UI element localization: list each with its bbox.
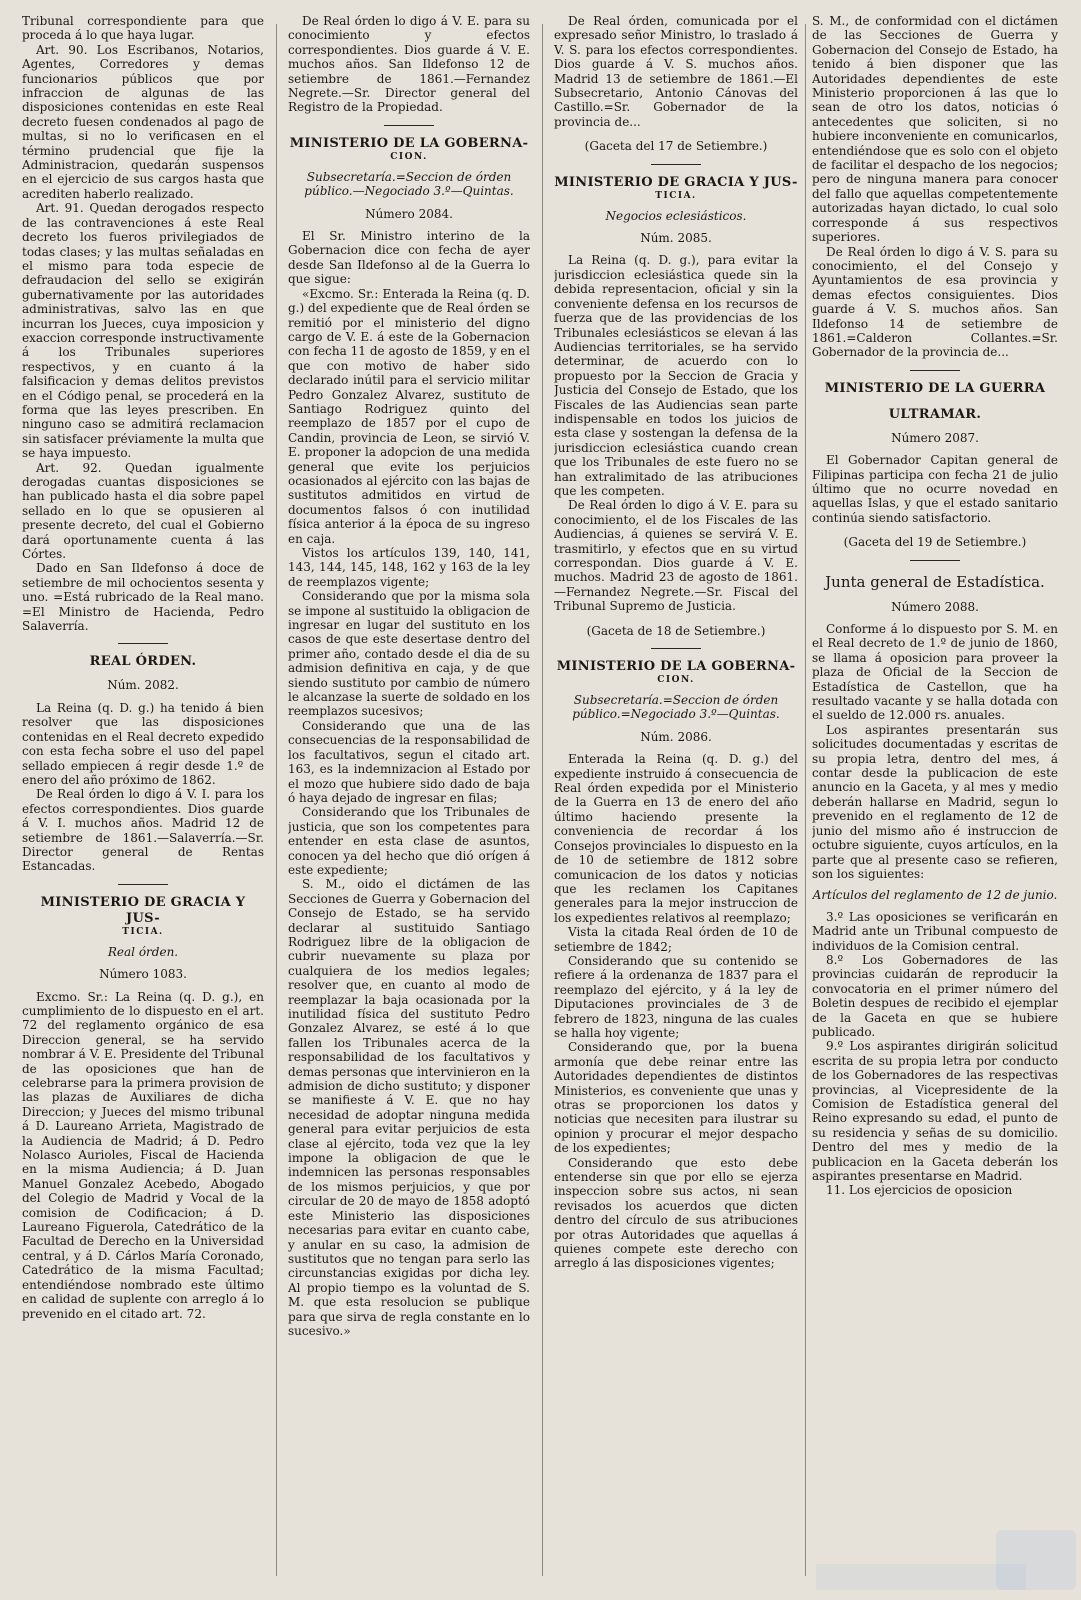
article-paragraph: 3.º Las oposiciones se verificarán en Madrid ante un Tribunal compuesto de individuos de la Comision central.	[812, 909, 1058, 953]
article-paragraph: De Real órden lo digo á V. S. para su conocimiento, el del Consejo y Ayuntamientos de esa provincia y demas efectos consiguientes. Dios guarde á V. S. muchos años. San Ildefonso 14 de setiembre de 1861.=Calderon Collantes.=Sr. Gobernador de la provincia de...	[812, 244, 1058, 360]
item-number: Número 1083.	[99, 967, 187, 982]
section-heading	[22, 654, 264, 670]
section-heading-text: MINISTERIO DE GRACIA Y JUS-	[554, 174, 798, 190]
article-paragraph: De Real órden lo digo á V. I. para los efectos correspondientes. Dios guarde á V. I. muchos años. Madrid 12 de setiembre de 1861.—Salaverría.—Sr. Director general de Rentas Estancadas.	[22, 787, 264, 874]
gaceta-reference: (Gaceta de 18 de Setiembre.)	[586, 623, 766, 638]
section-subtitle: Subsecretaría.=Seccion de órden público.=Negociado 3.º—Quintas.	[572, 693, 780, 722]
item-number: Núm. 2082.	[107, 678, 179, 693]
column-1	[22, 14, 264, 1582]
article-paragraph: Considerando que por la misma sola se impone al sustituido la obligacion de ingresar en lugar del sustituto en los casos de que este desertase dentro del primer año, contado desde el dia de su admision definitiva en caja, y de que siendo sustituto por cambio de número le alcanzase la suerte de soldado en los reemplazos sucesivos;	[288, 589, 530, 719]
article-paragraph: Los aspirantes presentarán sus solicitudes documentadas y escritas de su propia letra, dentro del mes, á contar desde la publicacion de este anuncio en la Gaceta, y al mes y medio deberán hallarse en Madrid, segun lo prevenido en el reglamento de 12 de junio del mismo año é instruccion de octubre siguiente, cuyos artículos, en la parte que al presente caso se refieren, son los siguientes:	[812, 722, 1058, 881]
item-number: Número 2084.	[365, 206, 453, 221]
section-heading	[22, 895, 264, 938]
article-paragraph: El Gobernador Capitan general de Filipinas participa con fecha 21 de julio último que no ocurre novedad en aquellas Islas, y que el estado sanitario continúa siendo satisfactorio.	[812, 453, 1058, 525]
section-heading	[554, 175, 798, 202]
article-paragraph: La Reina (q. D. g.), para evitar la jurisdiccion eclesiástica quede sin la debida representacion, oficial y sin la conveniente defensa en los recursos de fuerza que de las providencias de los Tribunales eclesiásticos se elevan á las Audiencias territoriales, se ha servido determinar, de acuerdo con lo propuesto por la Seccion de Gracia y Justicia del Consejo de Estado, que los Fiscales de las Audiencias sean parte indispensable en todos los juicios de esta clase y sostengan la defensa de la jurisdiccion eclesiástica cuando crean que los Tribunales de este fuero no se han extralimitado de las atribuciones que les competen.	[554, 253, 798, 498]
article-paragraph: Dado en San Ildefonso á doce de setiembre de mil ochocientos sesenta y uno. =Está rubricado de la Real mano. =El Ministro de Hacienda, Pedro Salaverría.	[22, 561, 264, 634]
article-paragraph: «Excmo. Sr.: Enterada la Reina (q. D. g.) del expediente que de Real órden se remitió por el ministerio del digno cargo de V. E. á este de la Gobernacion con fecha 11 de agosto de 1859, y en el que con motivo de haber sido declarado inútil para el servicio militar Pedro Gonzalez Alvarez, sustituto de Santiago Rodriguez quinto del reemplazo de 1857 por el cupo de Candin, provincia de Leon, se sirvió V. E. proponer la adopcion de una medida general que evite los perjuicios ocasionados al ejército con las bajas de sustitutos admitidos en virtud de documentos falsos ó con inutilidad física anterior á la época de su ingreso en caja.	[288, 286, 530, 546]
article-paragraph: Conforme á lo dispuesto por S. M. en el Real decreto de 1.º de junio de 1860, se llama á oposicion para proveer la plaza de Oficial de la Seccion de Estadística de Castellon, que ha resultado vacante y se halla dotada con el sueldo de 12.000 rs. anuales.	[812, 622, 1058, 723]
section-divider	[910, 370, 960, 371]
gaceta-reference: (Gaceta del 17 de Setiembre.)	[584, 139, 768, 154]
section-divider	[910, 560, 960, 561]
section-divider	[651, 164, 701, 165]
article-paragraph: De Real órden lo digo á V. E. para su conocimiento y efectos correspondientes. Dios guarde á V. E. muchos años. San Ildefonso 12 de setiembre de 1861.—Fernandez Negrete.—Sr. Director general del Registro de la Propiedad.	[288, 14, 530, 115]
section-subtitle: Subsecretaría.=Seccion de órden público.—Negociado 3.º—Quintas.	[304, 169, 514, 199]
article-paragraph: 8.º Los Gobernadores de las provincias cuidarán de reproducir la convocatoria en el primer número del Boletin despues de recibido el ejemplar de la Gaceta en que se hubiere publicado.	[812, 952, 1058, 1039]
section-heading-text: ULTRAMAR.	[888, 406, 982, 422]
section-heading-continuation: CION.	[390, 151, 428, 162]
article-paragraph: Tribunal correspondiente para que proceda á lo que haya lugar.	[22, 14, 264, 43]
article-paragraph: S. M., oido el dictámen de las Secciones de Guerra y Gobernacion del Consejo de Estado, se ha servido declarar al sustituido Santiago Rodriguez libre de la obligacion de cubrir nuevamente su plaza por cualquiera de los medios legales; resolver que, en cuanto al modo de reemplazar la baja ocasionada por la inutilidad física del sustituto Pedro Gonzalez Alvarez, se esté á lo que fallen los Tribunales acerca de la responsabilidad de los facultativos y demas personas que intervinieron en la admision de dicho sustituto; y disponer se manifieste á V. E. que no hay necesidad de adoptar ninguna medida general para evitar perjuicios de esta clase al ejército, toda vez que la ley impone la obligacion de que le indemnicen las personas responsables de los mismos perjuicios, y que por circular de 20 de mayo de 1858 adoptó este Ministerio las disposiciones necesarias para evitar en cuanto cabe, y anular en su caso, la admision de sustitutos que no tengan para serlo las circunstancias exigidas por dicha ley. Al propio tiempo es la voluntad de S. M. que esta resolucion se publique para que sirva de regla constante en lo sucesivo.»	[288, 877, 530, 1338]
article-paragraph: El Sr. Ministro interino de la Gobernacion dice con fecha de ayer desde San Ildefonso al de la Guerra lo que sigue:	[288, 229, 530, 287]
article-paragraph: La Reina (q. D. g.) ha tenido á bien resolver que las disposiciones contenidas en el Real decreto expedido con esta fecha sobre el uso del papel sellado empiecen á regir desde 1.º de enero del año próximo de 1862.	[22, 700, 264, 787]
article-paragraph: S. M., de conformidad con el dictámen de las Secciones de Guerra y Gobernacion del Consejo de Estado, ha tenido á bien disponer que las Autoridades dependientes de este Ministerio proporcionen á las que lo sean de otro los datos, noticias ó antecedentes que soliciten, si no hubiere inconveniente en comunicarlos, entendiéndose que es solo con el objeto de facilitar el despacho de los negocios; pero de ninguna manera para conocer del fallo que aquellas competentemente autorizadas hayan dictado, lo cual solo corresponde á sus respectivos superiores.	[812, 14, 1058, 245]
article-paragraph: Considerando que, por la buena armonía que debe reinar entre las Autoridades dependientes de distintos Ministerios, es conveniente que unas y otras se proporcionen los datos y noticias que necesiten para ilustrar su opinion y procurar el mejor despacho de los expedientes;	[554, 1040, 798, 1156]
item-number: Núm. 2085.	[640, 231, 712, 246]
column-rule	[805, 24, 806, 1576]
article-paragraph: Vista la citada Real órden de 10 de setiembre de 1842;	[554, 925, 798, 954]
section-divider	[651, 648, 701, 649]
article-paragraph: De Real órden, comunicada por el expresado señor Ministro, lo traslado á V. S. para los efectos correspondientes. Dios guarde á V. S. muchos años. Madrid 13 de setiembre de 1861.—El Subsecretario, Antonio Cánovas del Castillo.=Sr. Gobernador de la provincia de...	[554, 14, 798, 129]
section-subtitle: Artículos del reglamento de 12 de junio.	[812, 888, 1058, 903]
column-2	[288, 14, 530, 1582]
section-heading-text: REAL ÓRDEN.	[89, 654, 197, 670]
junta-heading: Junta general de Estadística.	[825, 572, 1045, 591]
section-heading	[812, 407, 1058, 423]
section-heading	[554, 659, 798, 686]
item-number: Núm. 2086.	[640, 729, 712, 744]
article-paragraph: Considerando que una de las consecuencias de la responsabilidad de los facultativos, segun el citado art. 163, es la indemnizacion al Estado por el mozo que hubiere sido dado de baja ó haya dejado de ingresar en filas;	[288, 718, 530, 805]
section-heading-text: MINISTERIO DE LA GUERRA	[824, 380, 1046, 396]
section-subtitle: Real órden.	[107, 944, 179, 959]
article-paragraph: Considerando que los Tribunales de justicia, que son los competentes para entender en esta clase de asuntos, conocen ya del hecho que dió orígen á este expediente;	[288, 805, 530, 877]
article-paragraph: Art. 91. Quedan derogados respecto de las contravenciones á este Real decreto los fueros privilegiados de todas clases; y las multas señaladas en el mismo para toda especie de defraudacion del sello se exigirán gubernativamente por las autoridades administrativas, salvo las en que incurran los Jueces, cuya imposicion y exaccion corresponde instructivamente á los Tribunales superiores respectivos, y en cuanto á la falsificacion y demas delitos previstos en el Código penal, se procederá en la forma que las leyes prescriben. En ninguno caso se admitirá reclamacion sin satisfacer préviamente la multa que se haya impuesto.	[22, 201, 264, 461]
section-heading	[288, 136, 530, 163]
column-rule	[276, 24, 277, 1576]
article-paragraph: Considerando que esto debe entenderse sin que por ello se ejerza inspeccion sobre sus actos, ni sean revisados los acuerdos que dicten dentro del círculo de sus atribuciones por otras Autoridades que aquellas á quienes compete este derecho con arreglo á las disposiciones vigentes;	[554, 1155, 798, 1271]
column-4	[812, 14, 1058, 1582]
column-3	[554, 14, 798, 1582]
section-heading	[812, 381, 1058, 397]
article-paragraph: Art. 90. Los Escribanos, Notarios, Agentes, Corredores y demas funcionarios públicos que por infraccion de algunas de las disposiciones contenidas en este Real decreto fuesen condenados al pago de multas, si no lo verificasen en el término prudencial que fije la Administracion, quedarán suspensos en el ejercicio de sus cargos hasta que acrediten haberlo realizado.	[22, 42, 264, 201]
item-number: Número 2088.	[891, 599, 979, 614]
section-heading-text: MINISTERIO DE GRACIA Y JUS-	[40, 894, 246, 926]
article-paragraph: Enterada la Reina (q. D. g.) del expediente instruido á consecuencia de Real órden expedida por el Ministerio de la Guerra en 13 de enero del año último haciendo presente la conveniencia de recordar á los Consejos provinciales lo dispuesto en la de 10 de setiembre de 1812 sobre comunicacion de los datos y noticias que les reclamen los Capitanes generales para la mejor instruccion de los expedientes relativos al reemplazo;	[554, 752, 798, 925]
article-paragraph: Excmo. Sr.: La Reina (q. D. g.), en cumplimiento de lo dispuesto en el art. 72 del reglamento orgánico de esa Direccion general, se ha servido nombrar á V. E. Presidente del Tribunal de las oposiciones que han de celebrarse para la primera provision de las plazas de Auxiliares de dicha Direccion; y Jueces del mismo tribunal á D. Laureano Arrieta, Magistrado de la Audiencia de Madrid; á D. Pedro Nolasco Aurioles, Fiscal de Hacienda en la misma Audiencia; á D. Juan Manuel Gonzalez Acebedo, Abogado del Colegio de Madrid y Vocal de la comision de Codificacion; á D. Laureano Figuerola, Catedrático de la Facultad de Derecho en la Universidad central, y á D. Cárlos María Coronado, Catedrático de la misma Facultad; entendiéndose nombrado este último en calidad de suplente con arreglo á lo prevenido en el citado art. 72.	[22, 989, 264, 1321]
item-number: Número 2087.	[891, 430, 979, 445]
article-paragraph: 11. Los ejercicios de oposicion	[826, 1183, 1013, 1198]
section-heading-text: MINISTERIO DE LA GOBERNA-	[289, 135, 529, 151]
article-paragraph: Considerando que su contenido se refiere á la ordenanza de 1837 para el reemplazo del ejército, y á la ley de Diputaciones provinciales de 3 de febrero de 1823, ninguna de las cuales se halla hoy vigente;	[554, 953, 798, 1040]
section-heading-text: MINISTERIO DE LA GOBERNA-	[556, 659, 796, 675]
section-divider	[384, 125, 434, 126]
article-paragraph: Art. 92. Quedan igualmente derogadas cuantas disposiciones se han publicado hasta el dia sobre papel sellado en lo que se opusieren al presente decreto, del cual el Gobierno dará oportunamente cuenta á las Córtes.	[22, 460, 264, 562]
article-paragraph: 9.º Los aspirantes dirigirán solicitud escrita de su propia letra por conducto de los Gobernadores de las respectivas provincias, al Vicepresidente de la Comision de Estadística general del Reino expresando su edad, el punto de su residencia y señas de su domicilio. Dentro del mes y medio de la publicacion en la Gaceta deberán los aspirantes presentarse en Madrid.	[812, 1039, 1058, 1184]
article-paragraph: De Real órden lo digo á V. E. para su conocimiento, el de los Fiscales de las Audiencias, á quienes se servirá V. E. trasmitirlo, y efectos que en su virtud correspondan. Dios guarde á V. E. muchos. Madrid 23 de agosto de 1861.—Fernandez Negrete.—Sr. Fiscal del Tribunal Supremo de Justicia.	[554, 498, 798, 614]
gaceta-reference: (Gaceta del 19 de Setiembre.)	[843, 535, 1027, 550]
section-heading-continuation: TICIA.	[655, 190, 697, 201]
section-heading-continuation: TICIA.	[122, 926, 164, 937]
column-rule	[542, 24, 543, 1576]
section-heading-continuation: CION.	[657, 675, 695, 686]
section-divider	[118, 643, 168, 644]
article-paragraph: Vistos los artículos 139, 140, 141, 143, 144, 145, 148, 162 y 163 de la ley de reemplazos vigente;	[288, 546, 530, 589]
section-subtitle: Negocios eclesiásticos.	[605, 208, 747, 223]
section-divider	[118, 884, 168, 885]
library-stamp-band	[816, 1564, 1026, 1590]
